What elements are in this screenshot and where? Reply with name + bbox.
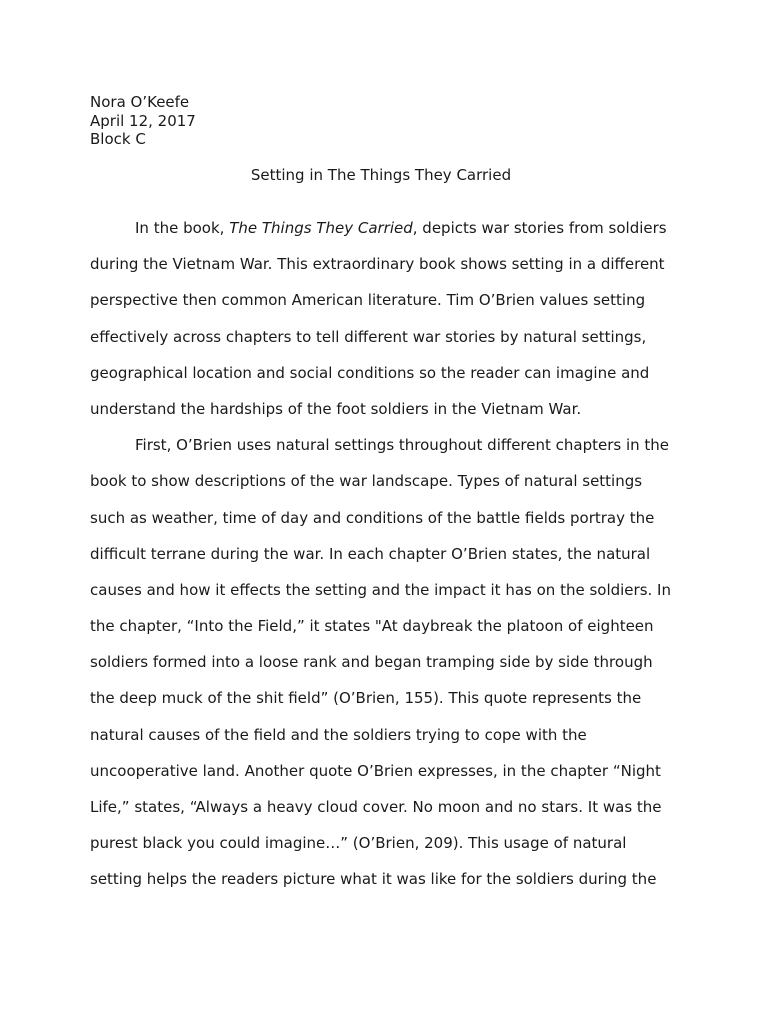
paragraph-2-line: setting helps the readers picture what it was like for the soldiers during the [90, 870, 657, 889]
paragraph-1-line: understand the hardships of the foot soldiers in the Vietnam War. [90, 399, 582, 418]
text-run: , depicts war stories from soldiers [412, 219, 667, 237]
paragraph-2-line: the chapter, “Into the Field,” it states "At daybreak the platoon of eighteen [90, 617, 654, 636]
book-title-italic: The Things They Carried [229, 219, 413, 237]
paragraph-2-line: uncooperative land. Another quote O’Brien expresses, in the chapter “Night [90, 761, 661, 780]
class-block: Block C [90, 130, 146, 148]
paragraph-2-line: causes and how it effects the setting and the impact it has on the soldiers. In [90, 580, 671, 599]
paragraph-1-line: during the Vietnam War. This extraordinary book shows setting in a different [90, 255, 665, 274]
paragraph-2-line: book to show descriptions of the war landscape. Types of natural settings [90, 472, 643, 491]
essay-body [90, 218, 690, 906]
paragraph-2-line: Life,” states, “Always a heavy cloud cover. No moon and no stars. It was the [90, 798, 662, 816]
paragraph-2-line: difficult terrane during the war. In each chapter O’Brien states, the natural [90, 544, 651, 563]
paragraph-2-line: purest black you could imagine…” (O’Brien, 209). This usage of natural [90, 834, 627, 853]
essay-date: April 12, 2017 [90, 111, 196, 130]
paragraph-2-line: such as weather, time of day and conditions of the battle fields portray the [90, 508, 655, 527]
paragraph-1-line: geographical location and social conditions so the reader can imagine and [90, 363, 650, 382]
paragraph-1-line: perspective then common American literature. Tim O’Brien values setting [90, 291, 646, 310]
paragraph-2-line: the deep muck of the shit field” (O’Brien, 155). This quote represents the [90, 689, 642, 708]
paragraph-2-line: soldiers formed into a loose rank and began tramping side by side through [90, 653, 653, 672]
paragraph-1-line-1 [90, 218, 690, 254]
paragraph-2-line-1: First, O’Brien uses natural settings throughout different chapters in the [135, 436, 670, 455]
essay-header [90, 93, 196, 149]
text-run: In the book, [135, 219, 230, 237]
essay-title: Setting in The Things They Carried [250, 166, 512, 184]
author-name: Nora O’Keefe [90, 93, 190, 111]
paragraph-1-line: effectively across chapters to tell different war stories by natural settings, [90, 327, 647, 346]
paragraph-2-line: natural causes of the field and the soldiers trying to cope with the [90, 725, 587, 744]
